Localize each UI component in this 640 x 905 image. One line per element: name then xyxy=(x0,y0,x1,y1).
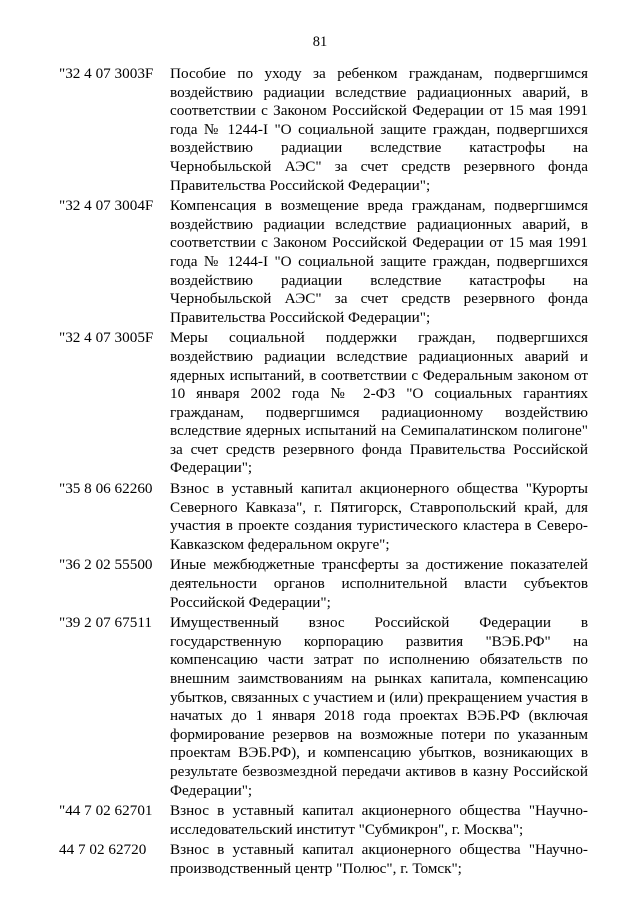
code-description: Пособие по уходу за ребенком гражданам, подвергшимся воздействию радиации вследствие радиационных аварий, в соответствии с Законом Российской Федерации от 15 мая 1991 года № 1244-I "О социальной защите граждан, подвергшихся воздействию радиации вследствие катастрофы на Чернобыльской АЭС" за счет средств резервного фонда Правительства Российской Федерации"; xyxy=(170,65,588,194)
budget-code: "44 7 02 62701 xyxy=(59,802,153,820)
budget-code: "35 8 06 62260 xyxy=(59,480,153,498)
budget-code: "32 4 07 3003F xyxy=(59,65,154,82)
code-entry xyxy=(59,802,589,839)
budget-code: "32 4 07 3004F xyxy=(59,197,154,215)
code-entry xyxy=(59,556,589,612)
code-description: Взнос в уставный капитал акционерного общества "Научно-исследовательский институт "Субмикрон", г. Москва"; xyxy=(170,802,588,838)
page-number: 81 xyxy=(312,34,328,50)
budget-code: 44 7 02 62720 xyxy=(59,841,147,859)
code-description: Имущественный взнос Российской Федерации в государственную корпорацию развития "ВЭБ.РФ" на компенсацию части затрат по исполнению обязательств по внешним заимствованиям на рынках капитала, компенсацию убытков, связанных с участием и (или) прекращением участия в начатых до 1 января 2018 года проектах ВЭБ.РФ (включая формирование резервов на возможные потери по указанным проектам ВЭБ.РФ), и компенсацию убытков, возникающих в результате безвозмездной передачи активов в казну Российской Федерации"; xyxy=(170,614,588,799)
budget-code: "39 2 07 67511 xyxy=(59,614,152,632)
code-entry xyxy=(59,65,589,195)
code-entry xyxy=(59,841,589,878)
code-entry xyxy=(59,480,589,554)
budget-code-list xyxy=(59,65,589,881)
code-entry xyxy=(59,329,589,478)
code-description: Меры социальной поддержки граждан, подвергшихся воздействию радиации вследствие радиационных аварий и ядерных испытаний, в соответствии с Федеральным законом от 10 января 2002 года № 2-ФЗ "О социальных гарантиях гражданам, подвергшимся радиационному воздействию вследствие ядерных испытаний на Семипалатинском полигоне" за счет средств резервного фонда Правительства Российской Федерации"; xyxy=(170,329,588,477)
budget-code: "36 2 02 55500 xyxy=(59,556,153,574)
code-entry xyxy=(59,197,589,327)
code-description: Компенсация в возмещение вреда гражданам, подвергшимся воздействию радиации вследствие радиационных аварий, в соответствии с Законом Российской Федерации от 15 мая 1991 года № 1244-I "О социальной защите граждан, подвергшихся воздействию радиации вследствие катастрофы на Чернобыльской АЭС" за счет средств резервного фонда Правительства Российской Федерации"; xyxy=(170,197,588,326)
budget-code: "32 4 07 3005F xyxy=(59,329,154,347)
code-description: Взнос в уставный капитал акционерного общества "Курорты Северного Кавказа", г. Пятигорск, Ставропольский край, для участия в проекте создания туристического кластера в Северо-Кавказском федеральном округе"; xyxy=(170,480,588,553)
code-description: Взнос в уставный капитал акционерного общества "Научно-производственный центр "Полюс", г. Томск"; xyxy=(170,841,588,877)
code-description: Иные межбюджетные трансферты за достижение показателей деятельности органов исполнительной власти субъектов Российской Федерации"; xyxy=(170,556,588,611)
code-entry xyxy=(59,614,589,800)
